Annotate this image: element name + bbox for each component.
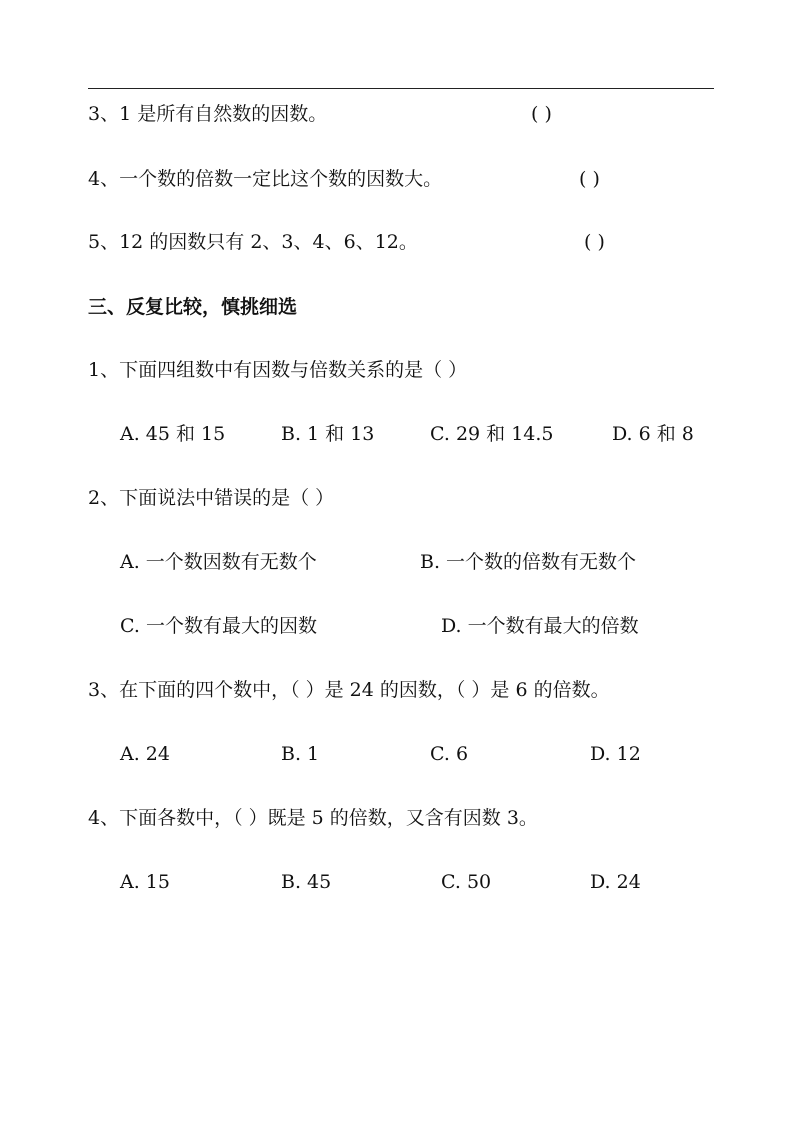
question-2-option-b[interactable]: B. 一个数的倍数有无数个 — [420, 551, 637, 573]
question-1-option-d[interactable]: D. 6 和 8 — [612, 423, 694, 445]
question-4-option-d[interactable]: D. 24 — [590, 871, 641, 893]
question-2-option-d[interactable]: D. 一个数有最大的倍数 — [441, 615, 639, 637]
judgment-answer-bracket-5[interactable]: ( ) — [584, 231, 605, 253]
question-3-option-c[interactable]: C. 6 — [430, 743, 469, 765]
question-1-option-a[interactable]: A. 45 和 15 — [120, 423, 226, 445]
judgment-answer-bracket-4[interactable]: ( ) — [579, 168, 600, 190]
judgment-item-5: 5、12 的因数只有 2、3、4、6、12。 — [88, 231, 418, 253]
top-divider — [88, 88, 714, 89]
question-4-option-a[interactable]: A. 15 — [120, 871, 170, 893]
judgment-answer-bracket-3[interactable]: ( ) — [531, 103, 552, 125]
question-2-option-c[interactable]: C. 一个数有最大的因数 — [120, 615, 317, 637]
judgment-item-4: 4、一个数的倍数一定比这个数的因数大。 — [88, 168, 443, 190]
question-4-stem: 4、下面各数中，（ ）既是 5 的倍数，又含有因数 3。 — [88, 807, 538, 829]
question-3-option-d[interactable]: D. 12 — [590, 743, 641, 765]
question-1-option-c[interactable]: C. 29 和 14.5 — [430, 423, 554, 445]
question-2-option-a[interactable]: A. 一个数因数有无数个 — [120, 551, 317, 573]
question-2-stem: 2、下面说法中错误的是（ ） — [88, 487, 335, 509]
question-3-option-b[interactable]: B. 1 — [281, 743, 320, 765]
question-1-stem: 1、下面四组数中有因数与倍数关系的是（ ） — [88, 359, 468, 381]
question-4-option-b[interactable]: B. 45 — [281, 871, 332, 893]
question-4-option-c[interactable]: C. 50 — [441, 871, 492, 893]
judgment-item-3: 3、1 是所有自然数的因数。 — [88, 103, 328, 125]
question-1-option-b[interactable]: B. 1 和 13 — [281, 423, 375, 445]
question-3-stem: 3、在下面的四个数中，（ ）是 24 的因数，（ ）是 6 的倍数。 — [88, 679, 610, 701]
section-title: 三、反复比较，慎挑细选 — [88, 296, 298, 318]
question-3-option-a[interactable]: A. 24 — [120, 743, 170, 765]
